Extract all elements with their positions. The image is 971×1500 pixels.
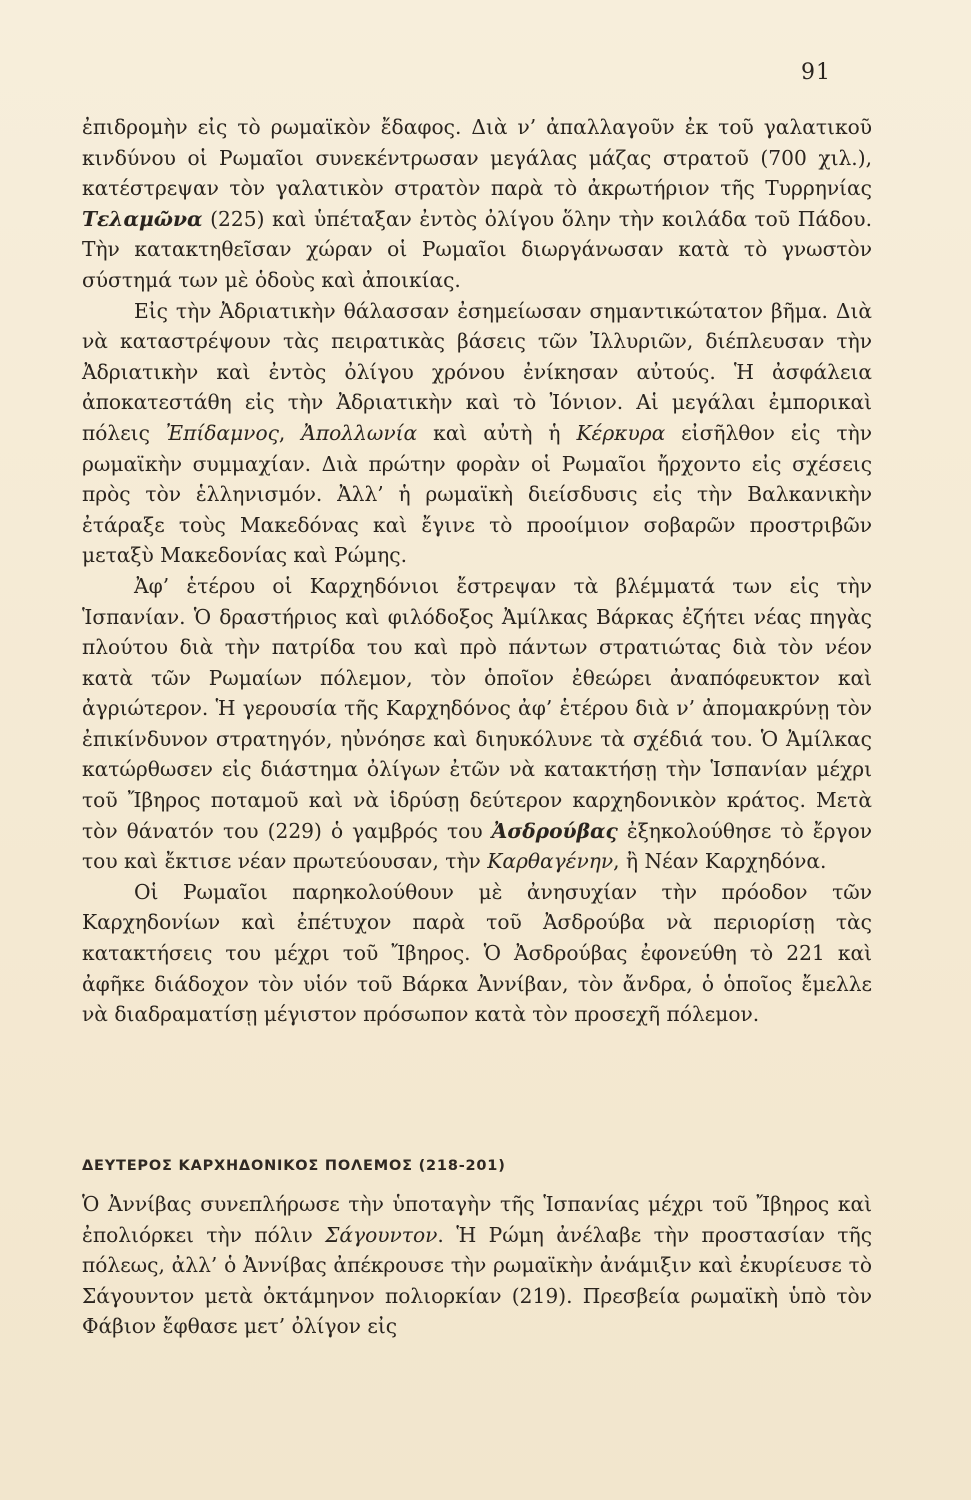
text-run: (225) καὶ ὑπέταξαν ἐντὸς ὀλίγου ὅλην τὴν κοιλάδα τοῦ Πάδου. Τὴν κατακτηθεῖσαν χώραν οἱ Ρωμαῖοι διωργάνωσαν κατὰ τὸ γνωστὸν σύστημά των μὲ ὁδοὺς καὶ ἀποικίας. xyxy=(82,206,872,292)
emphasized-term: Σάγουντον xyxy=(325,1222,438,1247)
paragraph xyxy=(82,571,872,877)
text-run: εἰσῆλθον εἰς τὴν ρωμαϊκὴν συμμαχίαν. Διὰ πρώτην φορὰν οἱ Ρωμαῖοι ἤρχοντο εἰς σχέσεις πρὸς τὸν ἑλληνισμόν. Ἀλλ’ ἡ ρωμαϊκὴ διείσδυσις εἰς τὴν Βαλκανικὴν ἐτάραξε τοὺς Μακεδόνας καὶ ἔγινε τὸ προοίμιον σοβαρῶν προστριβῶν μεταξὺ Μακεδονίας καὶ Ρώμης. xyxy=(82,420,872,568)
emphasized-term: Ἀσδρούβας xyxy=(491,818,618,843)
text-run: καὶ αὐτὴ ἡ xyxy=(417,420,577,445)
emphasized-term: Κέρκυρα xyxy=(576,420,666,445)
paragraph xyxy=(82,1189,872,1342)
paragraph xyxy=(82,296,872,571)
emphasized-term: Καρθαγένην xyxy=(487,849,614,874)
body-text-bottom xyxy=(82,1189,872,1342)
text-run: ἐξηκολούθησε τὸ ἔργον του καὶ ἔκτισε νέαν πρωτεύουσαν, τὴν xyxy=(82,818,872,874)
page-number: 91 xyxy=(801,60,831,85)
emphasized-term: Ἐπίδαμνος xyxy=(165,420,279,445)
text-run: , ἢ Νέαν Καρχηδόνα. xyxy=(613,849,827,874)
paragraph xyxy=(82,112,872,296)
section-heading: ΔΕΥΤΕΡΟΣ ΚΑΡΧΗΔΟΝΙΚΟΣ ΠΟΛΕΜΟΣ (218-201) xyxy=(82,1158,506,1174)
text-run: ἐπιδρομὴν εἰς τὸ ρωμαϊκὸν ἔδαφος. Διὰ ν’ ἀπαλλαγοῦν ἐκ τοῦ γαλατικοῦ κινδύνου οἱ Ρωμαῖοι συνεκέντρωσαν μεγάλας μάζας στρατοῦ (700 χιλ.), κατέστρεψαν τὸν γαλατικὸν στρατὸν παρὰ τὸ ἀκρωτήριον τῆς Τυρρηνίας xyxy=(82,115,872,201)
text-run: Οἱ Ρωμαῖοι παρηκολούθουν μὲ ἀνησυχίαν τὴν πρόοδον τῶν Καρχηδονίων καὶ ἐπέτυχον παρὰ τοῦ Ἀσδρούβα νὰ περιορίσῃ τὰς κατακτήσεις του μέχρι τοῦ Ἴβηρος. Ὁ Ἀσδρούβας ἐφονεύθη τὸ 221 καὶ ἀφῆκε διάδοχον τὸν υἱόν τοῦ Βάρκα Ἀννίβαν, τὸν ἄνδρα, ὁ ὁποῖος ἔμελλε νὰ διαδραματίσῃ μέγιστον πρόσωπον κατὰ τὸν προσεχῆ πόλεμον. xyxy=(82,879,872,1027)
emphasized-term: Ἀπολλωνία xyxy=(301,420,418,445)
text-run: , xyxy=(278,420,302,445)
text-run: . Ἡ Ρώμη ἀνέλαβε τὴν προστασίαν τῆς πόλεως, ἀλλ’ ὁ Ἀννίβας ἀπέκρουσε τὴν ρωμαϊκὴν ἀνάμιξιν καὶ ἐκυρίευσε τὸ Σάγουντον μετὰ ὀκτάμηνον πολιορκίαν (219). Πρεσβεία ρωμαϊκὴ ὑπὸ τὸν Φάβιον ἔφθασε μετ’ ὀλίγον εἰς xyxy=(82,1222,872,1339)
text-run: Ὁ Ἀννίβας συνεπλήρωσε τὴν ὑποταγὴν τῆς Ἱσπανίας μέχρι τοῦ Ἴβηρος καὶ ἐπολιόρκει τὴν πόλιν xyxy=(82,1192,872,1247)
emphasized-term: Τελαμῶνα xyxy=(82,206,203,231)
body-text-top xyxy=(82,112,872,1030)
paragraph xyxy=(82,877,872,1030)
text-run: Ἀφ’ ἑτέρου οἱ Καρχηδόνιοι ἔστρεψαν τὰ βλέμματά των εἰς τὴν Ἱσπανίαν. Ὁ δραστήριος καὶ φιλόδοξος Ἀμίλκας Βάρκας ἐζήτει νέας πηγὰς πλούτου διὰ τὴν πατρίδα του καὶ πρὸ πάντων στρατιώτας διὰ τὸν νέον κατὰ τῶν Ρωμαίων πόλεμον, τὸν ὁποῖον ἐθεώρει ἀναπόφευκτον καὶ ἀγριώτερον. Ἡ γερουσία τῆς Καρχηδόνος ἀφ’ ἑτέρου διὰ ν’ ἀπομακρύνῃ τὸν ἐπικίνδυνον στρατηγόν, ηὐνόησε καὶ διηυκόλυνε τὰ σχέδιά του. Ὁ Ἀμίλκας κατώρθωσεν εἰς διάστημα ὀλίγων ἐτῶν νὰ κατακτήσῃ τὴν Ἱσπανίαν μέχρι τοῦ Ἴβηρος ποταμοῦ καὶ νὰ ἱδρύσῃ δεύτερον καρχηδονικὸν κράτος. Μετὰ τὸν θάνατόν του (229) ὁ γαμβρός του xyxy=(82,573,872,843)
text-run: Εἰς τὴν Ἀδριατικὴν θάλασσαν ἐσημείωσαν σημαντικώτατον βῆμα. Διὰ νὰ καταστρέψουν τὰς πειρατικὰς βάσεις τῶν Ἰλλυριῶν, διέπλευσαν τὴν Ἀδριατικὴν καὶ ἐντὸς ὀλίγου χρόνου ἐνίκησαν αὐτούς. Ἡ ἀσφάλεια ἀποκατεστάθη εἰς τὴν Ἀδριατικὴν καὶ τὸ Ἰόνιον. Αἱ μεγάλαι ἐμπορικαὶ πόλεις xyxy=(82,298,872,445)
